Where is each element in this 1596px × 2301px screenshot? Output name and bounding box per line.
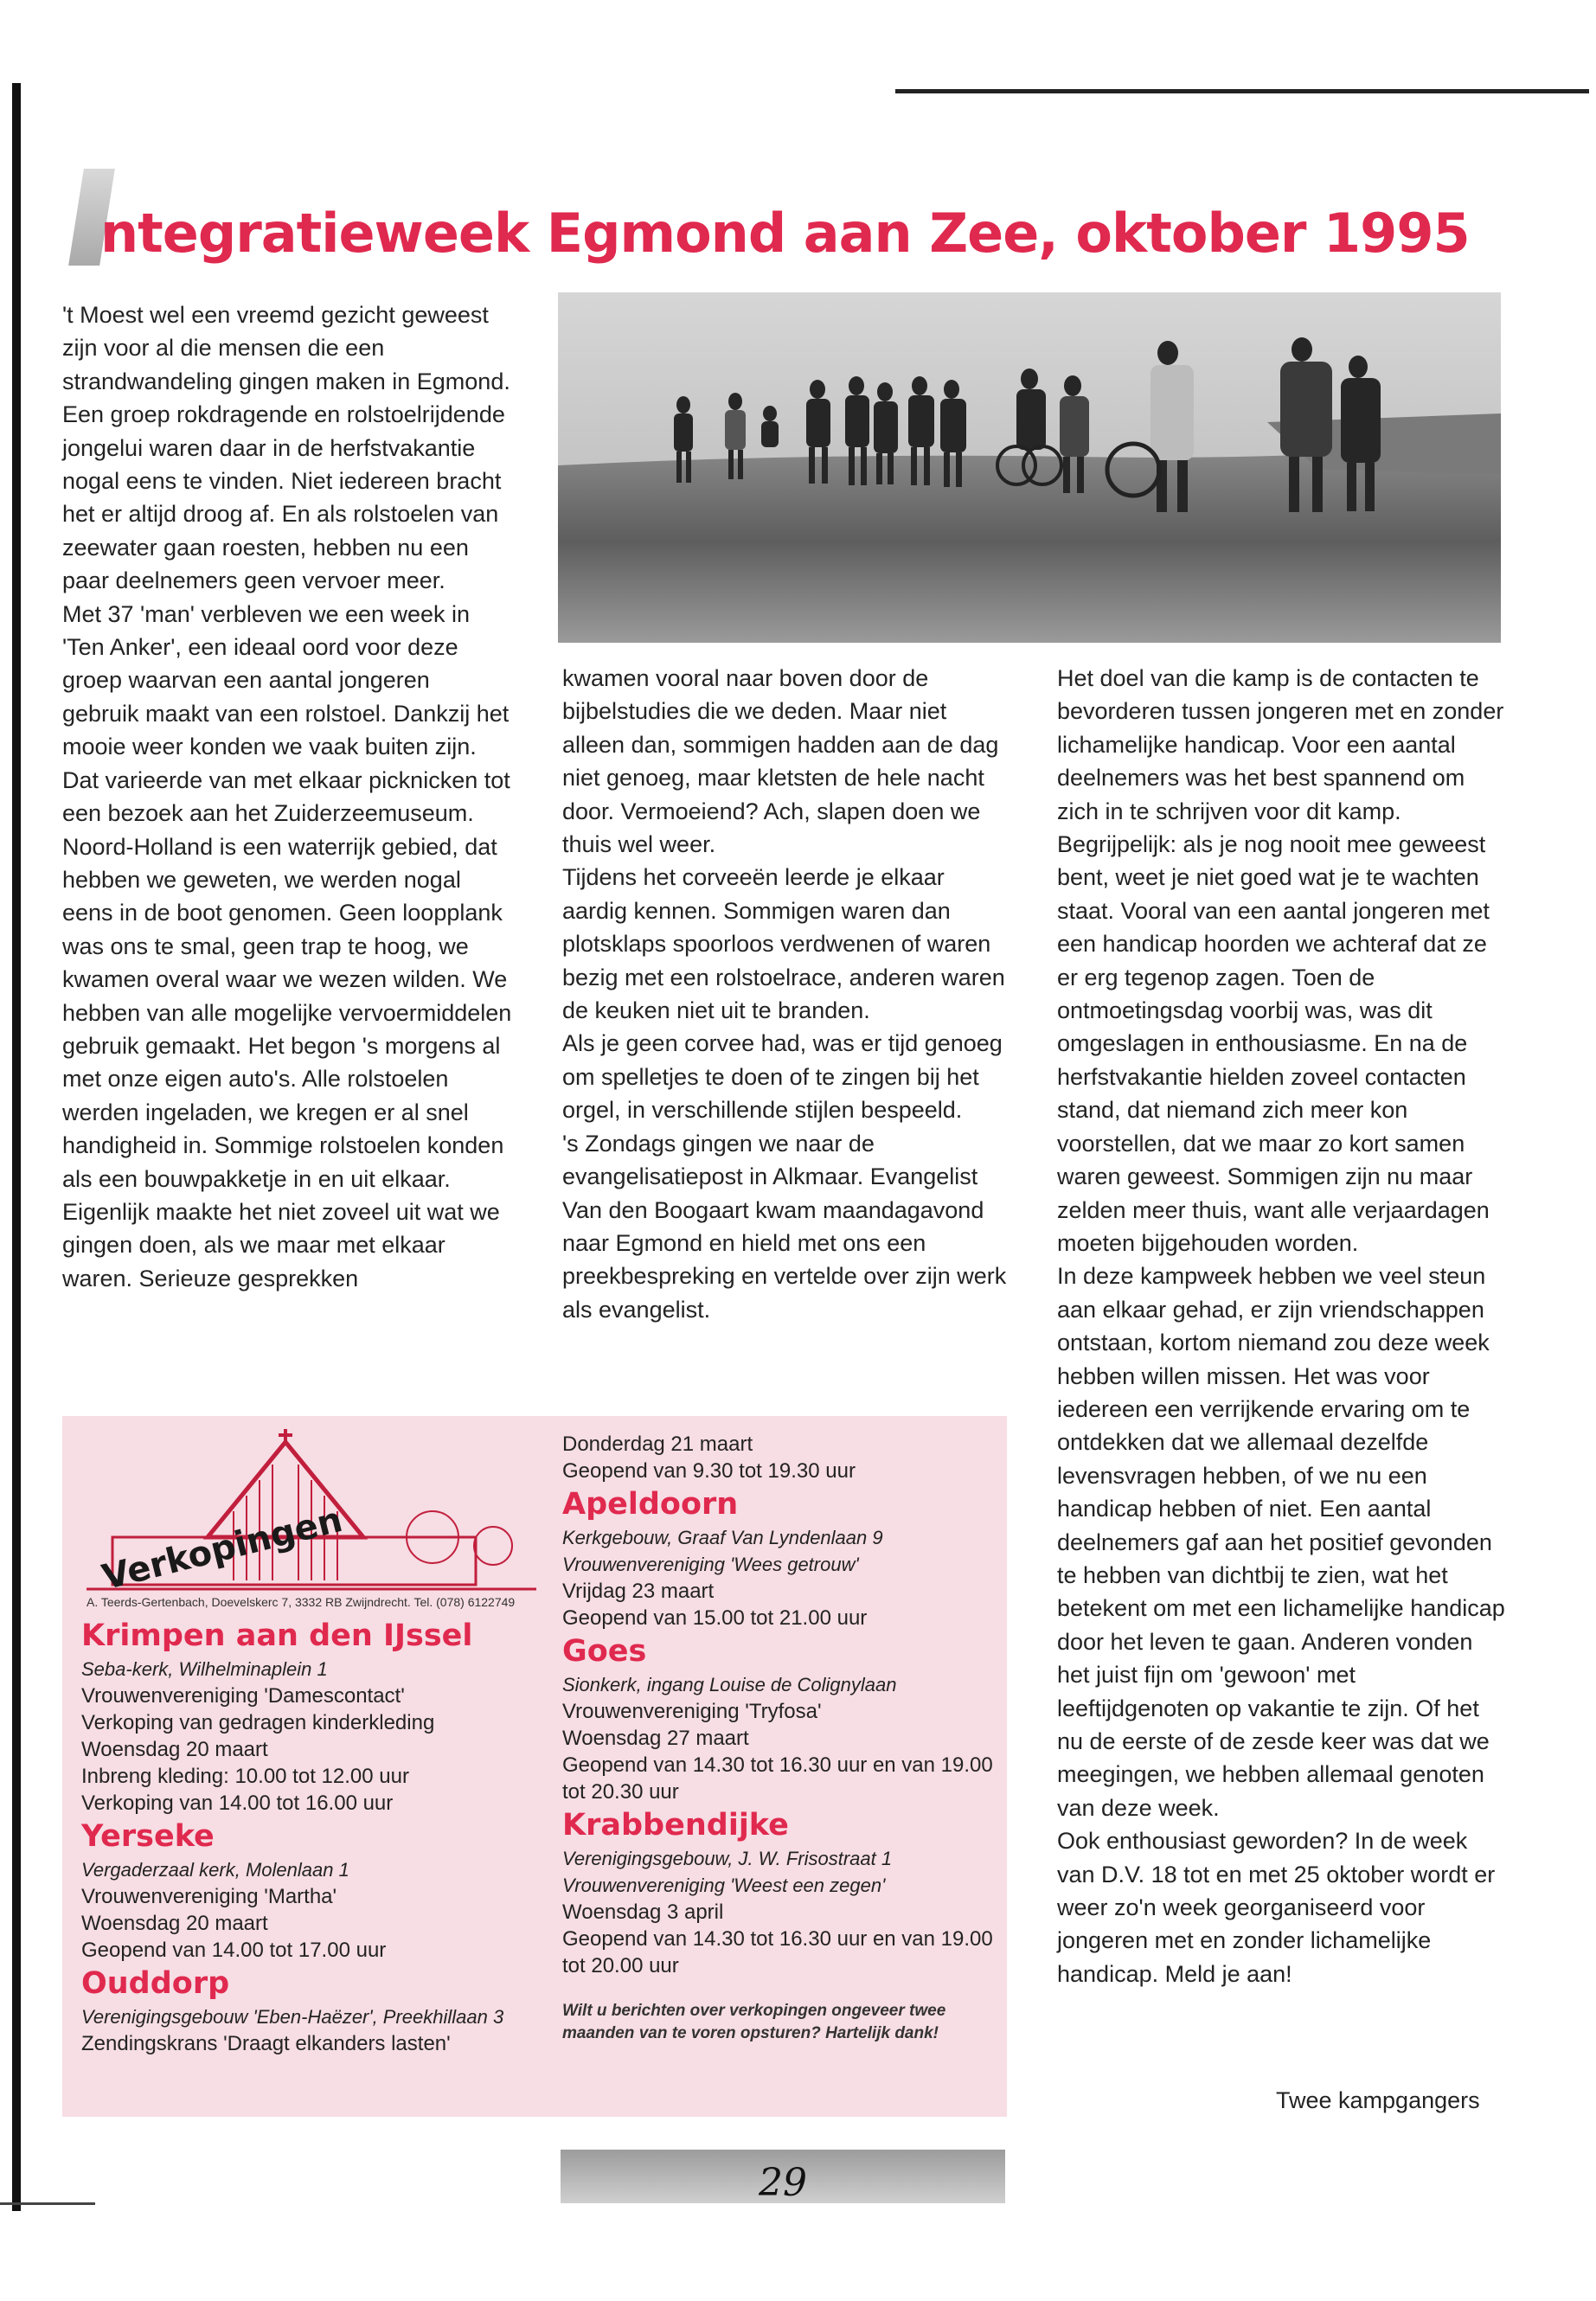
detail-line: Woensdag 20 maart	[81, 1738, 268, 1761]
town-heading: Krabbendijke	[562, 1808, 789, 1843]
verkopingen-list-right	[562, 1431, 1012, 2045]
headline-text: ntegratieweek Egmond aan Zee, oktober 1995	[100, 202, 1470, 265]
detail-line: Geopend van 15.00 tot 21.00 uur	[562, 1606, 868, 1630]
venue: Sionkerk, ingang Louise de Colignylaan	[562, 1674, 897, 1695]
venue: Verenigingsgebouw, J. W. Frisostraat 1	[562, 1848, 893, 1869]
town-heading: Apeldoorn	[562, 1487, 739, 1522]
ad-address: A. Teerds-Gertenbach, Doevelskerc 7, 3332 RB Zwijndrecht. Tel. (078) 6122749	[87, 1595, 516, 1609]
venue: Seba-kerk, Wilhelminaplein 1	[81, 1658, 328, 1680]
paragraph: In deze kampweek hebben we veel steun aan elkaar gehad, er zijn vriendschappen ontstaan, kortom niemand zou deze week hebben willen missen. Het was voor iedereen een verrijkende ervaring om te ontdekken dat we allemaal dezelfde levensvragen hebben, of we nu een handicap hebben of niet. Een aantal deelnemers gaf aan het positief gevonden te hebben van dichtbij te zien, wat het betekent om met een lichamelijke handicap door het leven te gaan. Anderen vonden het juist fijn om 'gewoon' met leeftijdgenoten op vakantie te zijn. Of het nu de eerste of de zesde keer was dat we meegingen, we hebben allemaal genoten van deze week.	[1057, 1263, 1505, 1821]
detail-line: Geopend van 14.30 tot 16.30 uur en van 19.00 tot 20.00 uur	[562, 1927, 993, 1977]
venue: Vrouwenvereniging 'Weest een zegen'	[562, 1875, 886, 1896]
beach-walk-illustration	[558, 292, 1501, 643]
detail-line: Woensdag 20 maart	[81, 1912, 268, 1935]
detail-line: Zendingskrans 'Draagt elkanders lasten'	[81, 2032, 451, 2055]
church-logo-icon	[87, 1425, 554, 1598]
venue: Kerkgebouw, Graaf Van Lyndenlaan 9	[562, 1527, 883, 1548]
verkopingen-box	[62, 1416, 1007, 2117]
paragraph: Noord-Holland is een waterrijk gebied, dat hebben we geweten, we werden nogal eens in de boot genomen. Geen loopplank was ons te smal, geen trap te hoog, we kwamen overal waar we wezen wilden. We hebben van alle mogelijke vervoermiddelen gebruik gemaakt. Het begon 's morgens al met onze eigen auto's. Alle rolstoelen werden ingeladen, we kregen er al snel handigheid in. Sommige rolstoelen konden als een bouwpakketje in en uit elkaar. Eigenlijk maakte het niet zoveel uit wat we gingen doen, als we maar met elkaar waren. Serieuze gesprekken	[62, 833, 512, 1292]
bottom-rule	[0, 2202, 95, 2205]
ad-note: Wilt u berichten over verkopingen ongeveer twee maanden van te voren opsturen? Hartelijk dank!	[562, 2002, 946, 2042]
paragraph: Het doel van die kamp is de contacten te bevorderen tussen jongeren met en zonder lichamelijke handicap. Voor een aantal deelnemers was het best spannend om zich in te schrijven voor dit kamp. Begrijpelijk: als je nog nooit mee geweest bent, weet je niet goed wat je te wachten staat. Vooral van een aantal jongeren met een handicap hoorden we achteraf dat ze er erg tegenop zagen. Toen de ontmoetingsdag voorbij was, was dit omgeslagen in enthousiasme. En na de herfstvakantie hielden zoveel contacten stand, dat niemand zich meer kon voorstellen, dat we maar zo kort samen waren geweest. Sommigen zijn nu maar zelden meer thuis, want alle verjaardagen moeten bijgehouden worden.	[1057, 665, 1504, 1256]
town-heading: Yerseke	[81, 1819, 215, 1854]
paragraph: 's Zondags gingen we naar de evangelisatiepost in Alkmaar. Evangelist Van den Boogaart kwam maandagavond naar Egmond en hield met ons een preekbespreking en vertelde over zijn werk als evangelist.	[562, 1130, 1007, 1323]
town-heading: Ouddorp	[81, 1966, 230, 2001]
detail-line: Verkoping van 14.00 tot 16.00 uur	[81, 1791, 394, 1815]
detail-line: Vrouwenvereniging 'Damescontact'	[81, 1684, 405, 1708]
detail-line: Geopend van 9.30 tot 19.30 uur	[562, 1459, 856, 1483]
paragraph: kwamen vooral naar boven door de bijbelstudies die we deden. Maar niet alleen dan, sommigen hadden aan de dag niet genoeg, maar kletsten de hele nacht door. Vermoeiend? Ach, slapen doen we thuis wel weer.	[562, 665, 999, 858]
left-margin-bar	[12, 83, 21, 2211]
paragraph: Tijdens het corveeën leerde je elkaar aardig kennen. Sommigen waren dan plotsklaps spoorloos verdwenen of waren bezig met een rolstoelrace, anderen waren de keuken niet uit te branden.	[562, 864, 1005, 1024]
verkopingen-list-left	[81, 1616, 566, 2057]
venue: Verenigingsgebouw 'Eben-Haëzer', Preekhillaan 3	[81, 2006, 504, 2028]
paragraph: Ook enthousiast geworden? In de week van D.V. 18 tot en met 25 oktober wordt er weer zo'n week georganiseerd voor jongeren met en zonder lichamelijke handicap. Meld je aan!	[1057, 1828, 1496, 1987]
paragraph: 't Moest wel een vreemd gezicht geweest zijn voor al die mensen die een strandwandeling gingen maken in Egmond. Een groep rokdragende en rolstoelrijdende jongelui waren daar in de herfstvakantie nogal eens te vinden. Niet iedereen bracht het er altijd droog af. En als rolstoelen van zeewater gaan roesten, hebben nu een paar deelnemers geen vervoer meer.	[62, 302, 510, 594]
page-number-bar	[561, 2150, 1005, 2203]
article-column-3	[1057, 662, 1507, 1990]
article-column-2	[562, 662, 1012, 1326]
detail-line: Verkoping van gedragen kinderkleding	[81, 1711, 435, 1734]
detail-line: Geopend van 14.00 tot 17.00 uur	[81, 1939, 387, 1962]
verkopingen-logo	[87, 1425, 554, 1598]
article-signature: Twee kampgangers	[1276, 2087, 1480, 2113]
detail-line: Geopend van 14.30 tot 16.30 uur en van 19.00 tot 20.30 uur	[562, 1753, 993, 1804]
venue: Vergaderzaal kerk, Molenlaan 1	[81, 1859, 349, 1881]
paragraph: Met 37 'man' verbleven we een week in 'Ten Anker', een ideaal oord voor deze groep waarvan een aantal jongeren gebruik maakt van een rolstoel. Dankzij het mooie weer konden we vaak buiten zijn. Dat varieerde van met elkaar picknicken tot een bezoek aan het Zuiderzeemuseum.	[62, 600, 510, 827]
article-column-1	[62, 298, 512, 1295]
logo-text: Verkopingen	[98, 1499, 347, 1598]
detail-line: Woensdag 3 april	[562, 1900, 724, 1924]
detail-line: Inbreng kleding: 10.00 tot 12.00 uur	[81, 1765, 409, 1788]
page-number: 29	[759, 2161, 807, 2205]
detail-line: Vrijdag 23 maart	[562, 1580, 715, 1603]
detail-line: Donderdag 21 maart	[562, 1433, 753, 1456]
top-rule	[895, 89, 1589, 93]
detail-line: Vrouwenvereniging 'Martha'	[81, 1885, 337, 1908]
detail-line: Woensdag 27 maart	[562, 1727, 749, 1750]
beach-photo	[558, 292, 1501, 643]
paragraph: Als je geen corvee had, was er tijd genoeg om spelletjes te doen of te zingen bij het orgel, in verschillende stijlen bespeeld.	[562, 1030, 1003, 1124]
headline	[67, 169, 1521, 298]
town-heading: Krimpen aan den IJssel	[81, 1618, 473, 1653]
venue: Vrouwenvereniging 'Wees getrouw'	[562, 1554, 859, 1575]
detail-line: Vrouwenvereniging 'Tryfosa'	[562, 1700, 822, 1723]
town-heading: Goes	[562, 1634, 647, 1669]
